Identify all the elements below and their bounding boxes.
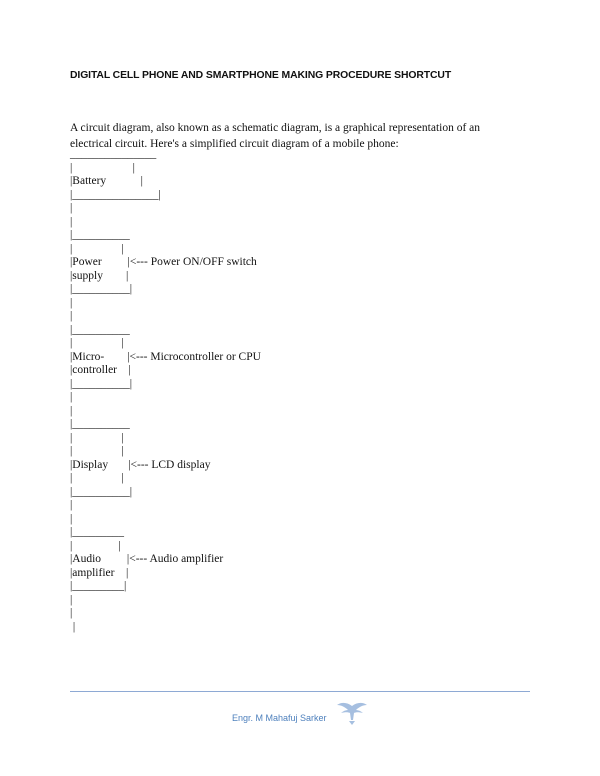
- diagram-line: |__________|: [70, 283, 133, 295]
- footer-author: Engr. M Mahafuj Sarker: [232, 713, 327, 723]
- diagram-line: |__________: [70, 323, 130, 336]
- diagram-line: | |: [70, 242, 124, 255]
- diagram-line: |: [70, 296, 73, 309]
- footer-divider: [70, 691, 530, 692]
- diagram-line: |: [70, 620, 76, 633]
- diagram-line: |Audio |<--- Audio amplifier: [70, 553, 224, 565]
- diagram-line: | |: [70, 472, 124, 484]
- diagram-line: | |: [70, 337, 124, 349]
- diagram-line: |__________|: [70, 485, 133, 498]
- diagram-line: |: [70, 310, 73, 322]
- diagram-line: |: [70, 202, 73, 214]
- circuit-diagram: [70, 148, 261, 634]
- diagram-line: |_________: [70, 526, 125, 538]
- diagram-line: |_________|: [70, 580, 127, 592]
- diagram-line: | |: [70, 431, 124, 444]
- diagram-line: |Battery |: [70, 175, 143, 187]
- diagram-line: |__________: [70, 229, 130, 241]
- diagram-line: |: [70, 215, 73, 228]
- diagram-line: |amplifier |: [70, 566, 129, 579]
- diagram-line: |: [70, 404, 73, 417]
- diagram-line: |: [70, 593, 73, 606]
- diagram-line: |Power |<--- Power ON/OFF switch: [70, 256, 257, 268]
- diagram-line: | |: [70, 161, 135, 174]
- diagram-line: | |: [70, 539, 121, 552]
- intro-paragraph: A circuit diagram, also known as a schematic diagram, is a graphical representation of an electrical circuit. Here's a simplified circuit diagram of a mobile phone:: [70, 122, 481, 150]
- diagram-line: |: [70, 607, 73, 619]
- diagram-line: |__________|: [70, 377, 133, 390]
- diagram-line: |controller |: [70, 364, 131, 376]
- page-title: DIGITAL CELL PHONE AND SMARTPHONE MAKING PROCEDURE SHORTCUT: [70, 70, 452, 81]
- diagram-line: |: [70, 391, 73, 403]
- diagram-line: | |: [70, 445, 124, 457]
- bird-logo-icon: [335, 700, 369, 726]
- diagram-line: |supply |: [70, 269, 129, 282]
- diagram-line: |Micro- |<--- Microcontroller or CPU: [70, 350, 261, 363]
- diagram-line: |: [70, 499, 73, 511]
- diagram-line: |Display |<--- LCD display: [70, 458, 211, 471]
- diagram-line: |_______________|: [70, 188, 161, 201]
- diagram-line: |: [70, 512, 73, 525]
- diagram-line: _______________: [70, 148, 157, 160]
- diagram-line: |__________: [70, 418, 130, 430]
